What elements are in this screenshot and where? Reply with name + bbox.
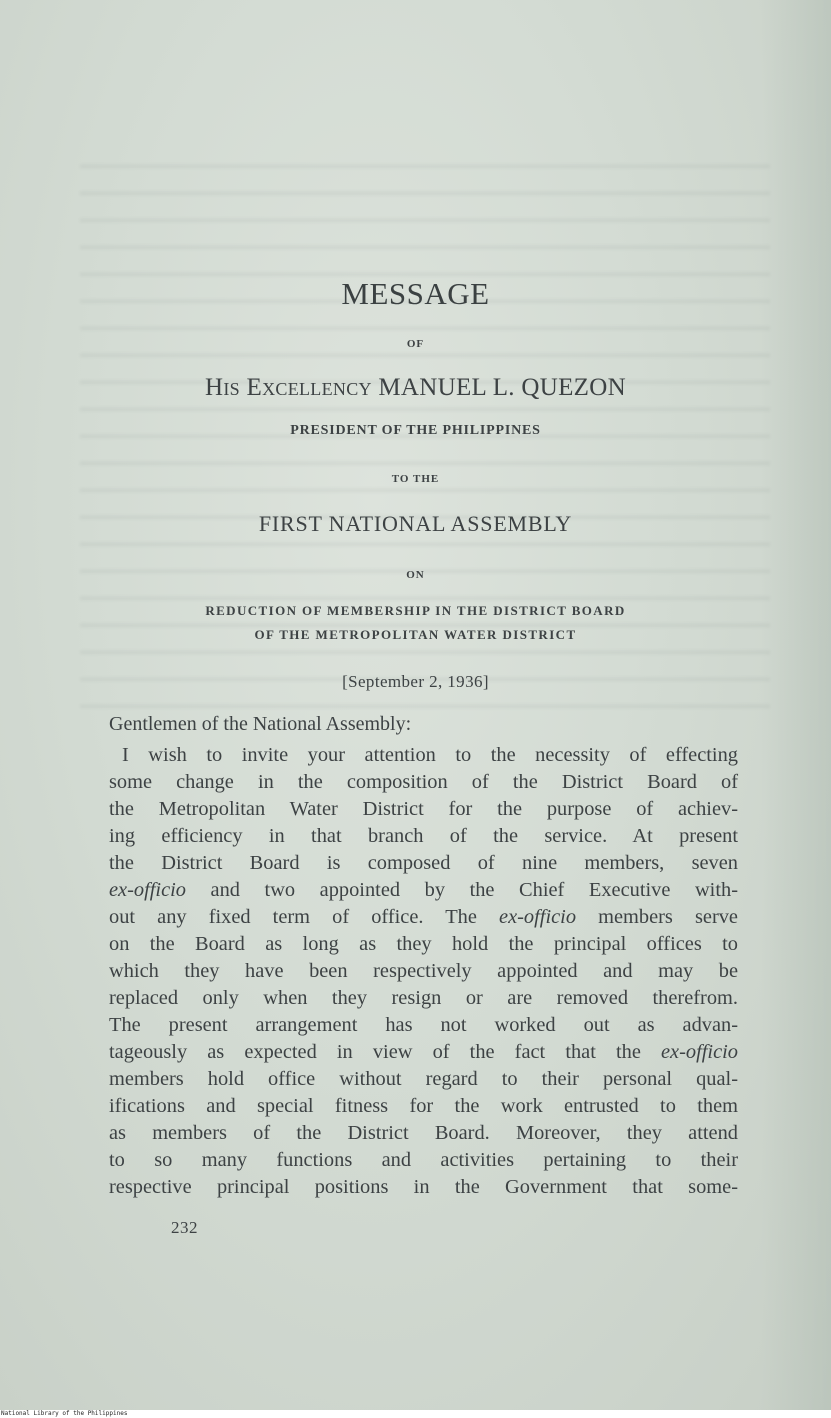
body-line bbox=[109, 1147, 738, 1174]
body-text-run: out any fixed term of office. The bbox=[109, 906, 500, 928]
body-line bbox=[109, 796, 738, 823]
body-line bbox=[109, 1039, 738, 1066]
body-text-run: tageously as expected in view of the fact that the bbox=[109, 1041, 661, 1063]
body-text-run: I wish to invite your attention to the necessity of effecting bbox=[122, 744, 738, 766]
body-line bbox=[109, 1093, 738, 1120]
message-title: MESSAGE bbox=[341, 276, 490, 311]
body-line bbox=[109, 958, 738, 985]
body-line bbox=[109, 1012, 738, 1039]
italic-term: ex-officio bbox=[109, 879, 186, 901]
subject-line-1: REDUCTION OF MEMBERSHIP IN THE DISTRICT BOARD bbox=[205, 603, 626, 618]
president-name-line bbox=[0, 374, 831, 402]
body-line bbox=[109, 1174, 738, 1201]
recipient-heading: FIRST NATIONAL ASSEMBLY bbox=[258, 511, 573, 536]
body-text-run: some change in the composition of the District Board of bbox=[109, 771, 738, 793]
body-text-run: and two appointed by the Chief Executive with- bbox=[186, 879, 738, 901]
message-date: [September 2, 1936] bbox=[342, 672, 489, 691]
body-line bbox=[109, 850, 738, 877]
body-text-run: as members of the District Board. Moreover, they attend bbox=[109, 1122, 738, 1144]
italic-term: ex-officio bbox=[661, 1041, 738, 1063]
body-text-run: the District Board is composed of nine members, seven bbox=[109, 852, 738, 874]
excellency-prefix: His Excellency bbox=[205, 374, 372, 401]
body-text-run: ifications and special fitness for the work entrusted to them bbox=[109, 1095, 738, 1117]
president-name: MANUEL L. QUEZON bbox=[378, 374, 626, 401]
body-text-run: respective principal positions in the Government that some- bbox=[109, 1176, 738, 1198]
position-title: PRESIDENT OF THE PHILIPPINES bbox=[290, 423, 541, 438]
subject-line-2: OF THE METROPOLITAN WATER DISTRICT bbox=[254, 627, 577, 642]
body-text-run: replaced only when they resign or are removed therefrom. bbox=[109, 987, 738, 1009]
body-paragraph bbox=[109, 742, 738, 1201]
footer-strip bbox=[0, 1410, 831, 1418]
library-credit: National Library of the Philippines bbox=[1, 1410, 128, 1417]
body-text-run: members hold office without regard to their personal qual- bbox=[109, 1068, 738, 1090]
body-line bbox=[109, 931, 738, 958]
body-line bbox=[109, 769, 738, 796]
of-label: OF bbox=[406, 338, 425, 350]
body-text-run: the Metropolitan Water District for the purpose of achiev- bbox=[109, 798, 738, 820]
body-text-run: The present arrangement has not worked out as advan- bbox=[109, 1014, 738, 1036]
page-edge-shadow bbox=[761, 0, 831, 1410]
body-line bbox=[109, 877, 738, 904]
salutation: Gentlemen of the National Assembly: bbox=[109, 713, 412, 735]
on-label: ON bbox=[406, 569, 425, 581]
page-number: 232 bbox=[171, 1218, 198, 1237]
body-text-run: ing efficiency in that branch of the service. At present bbox=[109, 825, 738, 847]
to-the-label: TO THE bbox=[391, 473, 440, 485]
body-line bbox=[109, 742, 738, 769]
body-line bbox=[109, 823, 738, 850]
body-text-run: to so many functions and activities pertaining to their bbox=[109, 1149, 738, 1171]
body-line bbox=[109, 1120, 738, 1147]
body-line bbox=[109, 985, 738, 1012]
body-line bbox=[109, 1066, 738, 1093]
body-line bbox=[109, 904, 738, 931]
italic-term: ex-officio bbox=[499, 906, 577, 928]
body-text-run: which they have been respectively appointed and may be bbox=[109, 960, 738, 982]
body-text-run: on the Board as long as they hold the principal offices to bbox=[109, 933, 738, 955]
body-text-run: members serve bbox=[576, 906, 738, 928]
